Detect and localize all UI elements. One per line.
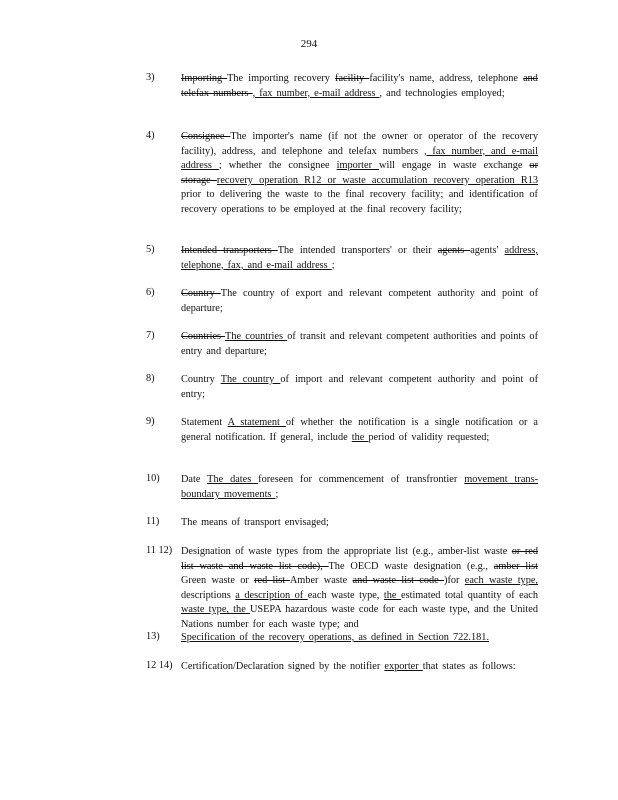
item-number: 11): [146, 516, 160, 527]
inserted-text: A statement: [227, 417, 286, 428]
inserted-text: The countries: [225, 331, 288, 342]
text-run: of transit and relevant competent authorities and points of entry and departure;: [181, 331, 539, 357]
item-number: 3): [146, 72, 155, 83]
item-text: [181, 416, 538, 445]
deleted-text: facility: [335, 73, 370, 84]
item-number: 5): [146, 244, 155, 255]
text-run: Certification/Declaration signed by the notifier: [181, 661, 385, 672]
item-number: 10): [146, 473, 160, 484]
list-item-7: [146, 330, 538, 359]
text-run: Date: [181, 474, 208, 485]
text-run: The means of transport envisaged;: [181, 517, 329, 528]
item-text: [181, 473, 538, 502]
item-number: 4): [146, 130, 155, 141]
text-run: prior to delivering the waste to the final recovery facility; and identification of recovery operations to be employed at the final recovery facility;: [181, 189, 538, 215]
item-text: [181, 244, 538, 273]
deleted-text: Intended transporters: [181, 245, 278, 256]
list-item-9: [146, 416, 538, 445]
item-text: [181, 330, 538, 359]
inserted-text: movement trans-boundary movements: [181, 474, 538, 500]
text-run: Green waste or: [181, 575, 255, 587]
item-text: [181, 373, 538, 402]
deleted-text: or red list waste and waste list code),: [181, 546, 538, 572]
text-run: Statement: [181, 417, 228, 428]
deleted-text: or storage: [181, 160, 538, 186]
item-text: [181, 660, 538, 675]
inserted-text: , fax number, and e-mail address: [181, 145, 538, 172]
text-run: Country: [181, 374, 221, 385]
list-item-13: [146, 631, 538, 646]
inserted-text: exporter: [384, 661, 423, 672]
deleted-text: and waste list code: [352, 575, 445, 587]
list-item-3: [146, 72, 538, 101]
item-text: [181, 631, 538, 646]
text-run: will engage in waste exchange: [379, 160, 530, 172]
item-text: [181, 130, 538, 218]
inserted-text: a description of: [235, 589, 308, 601]
text-run: The OECD waste designation (e.g.,: [328, 560, 494, 572]
inserted-text: address, telephone, fax, and e-mail address: [181, 245, 538, 271]
text-run: USEPA hazardous waste code for each waste type, and the United Nations number for each waste type; and: [181, 604, 538, 630]
item-number: 7): [146, 330, 155, 341]
inserted-text: recovery operation R12 or waste accumulation recovery operation R13: [216, 174, 538, 186]
text-run: foreseen for commencement of transfrontier: [258, 474, 465, 485]
text-run: ;: [275, 488, 279, 500]
text-run: The country of export and relevant competent authority and point of departure;: [181, 288, 539, 314]
item-text: [181, 545, 538, 633]
deleted-text: agents: [437, 245, 471, 256]
list-item-6: [146, 287, 538, 316]
text-run: facility's name, address, telephone: [369, 73, 524, 84]
list-item-10: [146, 473, 538, 502]
deleted-text: Importing: [181, 73, 228, 84]
list-item-4: [146, 130, 538, 218]
text-run: agents': [470, 245, 505, 256]
item-text: [181, 516, 538, 531]
item-text: [181, 287, 538, 316]
list-item-8: [146, 373, 538, 402]
item-number: 8): [146, 373, 155, 384]
list-item-14: [146, 660, 538, 675]
text-run: that states as follows:: [422, 661, 516, 672]
text-run: The importing recovery: [227, 73, 336, 84]
text-run: , and technologies employed;: [379, 87, 505, 99]
inserted-text: the: [383, 589, 401, 601]
inserted-text: importer: [336, 160, 380, 172]
item-number: 9): [146, 416, 155, 427]
item-number: 12 14): [146, 660, 173, 671]
deleted-text: amber list: [493, 560, 538, 572]
inserted-text: , fax number, e-mail address: [252, 87, 380, 99]
inserted-text: each waste type,: [464, 575, 539, 587]
page-number: 294: [300, 38, 318, 50]
item-text: [181, 72, 538, 101]
inserted-text: The dates: [207, 474, 259, 485]
inserted-text: waste type, the: [181, 604, 250, 616]
text-run: The intended transporters' or their: [277, 245, 438, 256]
list-item-12: [146, 545, 538, 633]
deleted-text: red list: [254, 575, 290, 587]
deleted-text: Country: [181, 288, 221, 299]
list-item-5: [146, 244, 538, 273]
item-number: 6): [146, 287, 155, 298]
text-run: The importer's name (if not the owner or operator of the recovery facility), address, and telephone and telefax numbers: [181, 131, 538, 157]
text-run: ;: [331, 259, 335, 271]
text-run: Designation of waste types from the appropriate list (e.g., amber-list waste: [181, 546, 512, 557]
text-run: ; whether the consignee: [218, 160, 337, 172]
text-run: descriptions: [181, 589, 236, 601]
text-run: of import and relevant competent authority and point of entry;: [181, 374, 538, 400]
text-run: Amber waste: [289, 575, 353, 587]
item-number: 13): [146, 631, 160, 642]
text-run: period of validity requested;: [368, 431, 490, 443]
text-run: each waste type,: [307, 589, 384, 601]
deleted-text: and telefax numbers: [181, 73, 538, 99]
deleted-text: Countries: [181, 331, 226, 342]
inserted-text: the: [351, 431, 369, 443]
list-item-11: [146, 516, 538, 531]
text-run: of whether the notification is a single notification or a general notification. If general, include: [181, 417, 538, 443]
item-number: 11 12): [146, 545, 173, 556]
text-run: )for: [444, 575, 465, 587]
inserted-text: The country: [220, 374, 281, 385]
text-run: estimated total quantity of each: [401, 589, 538, 601]
inserted-text: Specification of the recovery operations, as defined in Section 722.181.: [181, 632, 490, 643]
deleted-text: Consignee: [181, 131, 231, 142]
